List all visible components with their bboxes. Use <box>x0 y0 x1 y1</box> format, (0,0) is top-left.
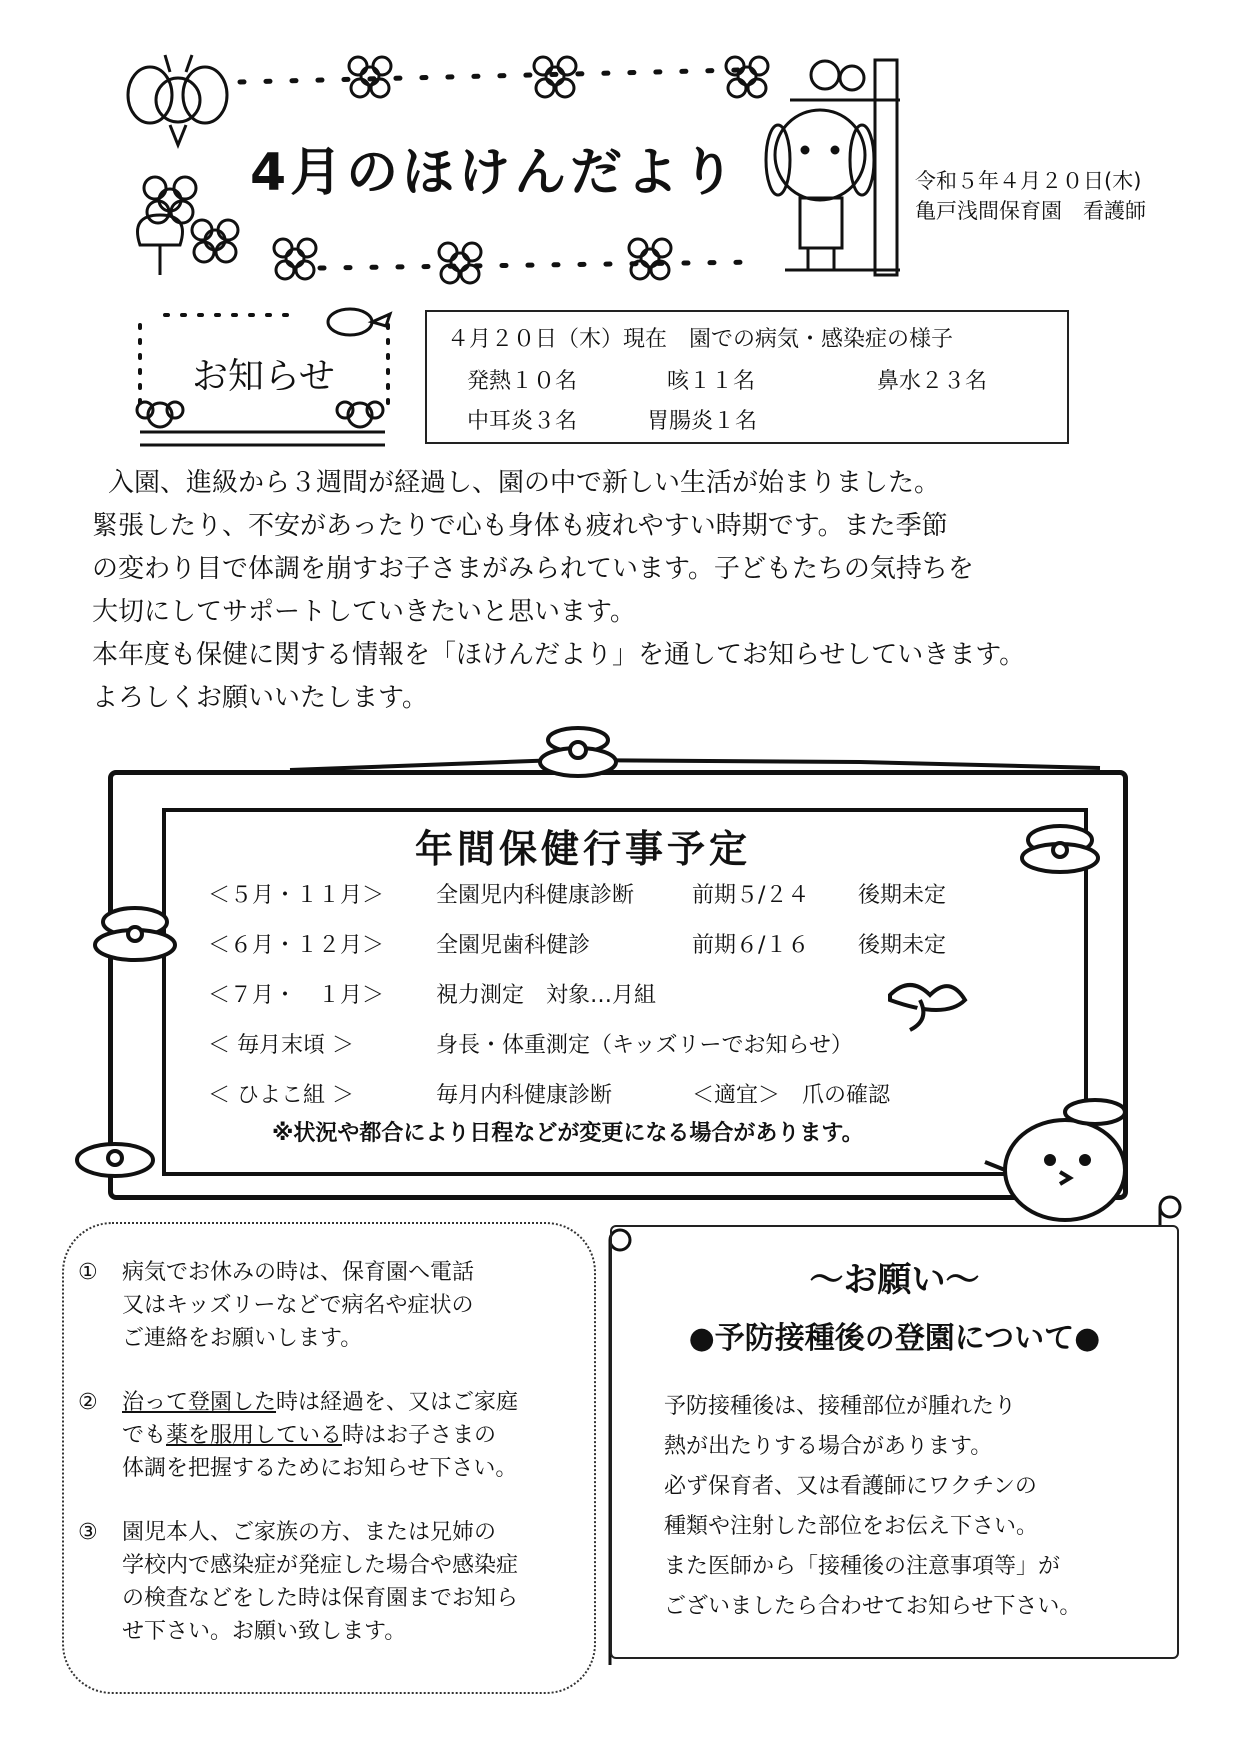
item-line: でも薬を服用している時はお子さまの <box>122 1423 497 1448</box>
schedule-what: 毎月内科健康診断 <box>436 1083 613 1108</box>
schedule-first-term: 前期６/１６ <box>692 933 810 958</box>
request-item <box>78 1516 598 1656</box>
child-height-chart-icon <box>766 60 900 275</box>
item-line: 体調を把握するためにお知らせ下さい。 <box>122 1456 518 1481</box>
bird-icon <box>328 309 390 335</box>
onegai-line: 種類や注射した部位をお伝え下さい。 <box>664 1514 1039 1539</box>
schedule-first-term: 前期５/２４ <box>692 883 810 908</box>
schedule-note: ※状況や都合により日程などが変更になる場合があります。 <box>272 1121 864 1146</box>
item-number: ② <box>78 1390 98 1415</box>
intro-line: の変わり目で体調を崩すお子さまがみられています。子どもたちの気持ちを <box>92 554 974 584</box>
illness-notice-box <box>425 310 1069 444</box>
schedule-when: ＜５月・１１月＞ <box>208 883 385 908</box>
schedule-when: ＜７月・ １月＞ <box>208 983 385 1008</box>
issue-date: 令和５年４月２０日(木) <box>915 169 1142 193</box>
schedule-what: 全園児歯科健診 <box>436 933 591 958</box>
item-line: の検査などをした時は保育園までお知ら <box>122 1586 519 1611</box>
onegai-scroll-box <box>610 1225 1179 1659</box>
intro-line: 本年度も保健に関する情報を「ほけんだより」を通してお知らせしていきます。 <box>92 640 1026 670</box>
item-line: 病気でお休みの時は、保育園へ電話 <box>122 1260 475 1285</box>
onegai-line: 熱が出たりする場合があります。 <box>664 1434 993 1459</box>
schedule-what: 視力測定 対象…月組 <box>436 983 657 1008</box>
author: 亀戸浅間保育園 看護師 <box>915 199 1146 223</box>
item-line: ご連絡をお願いします。 <box>122 1326 363 1351</box>
schedule-row <box>208 878 384 909</box>
onegai-body <box>664 1387 1164 1627</box>
onegai-line: 予防接種後は、接種部位が腫れたり <box>664 1394 1017 1419</box>
notice-heading: ４月２０日（木）現在 園での病気・感染症の様子 <box>447 327 954 352</box>
schedule-when: ＜ ひよこ組 ＞ <box>208 1083 354 1108</box>
item-number: ① <box>78 1260 98 1285</box>
schedule-second-term: 後期未定 <box>858 883 947 908</box>
item-line: 又はキッズリーなどで病名や症状の <box>122 1293 474 1318</box>
intro-line: よろしくお願いいたします。 <box>92 683 428 713</box>
flower-row-icon <box>137 402 385 445</box>
item-line: 園児本人、ご家族の方、または兄姉の <box>122 1520 497 1545</box>
onegai-title: ～お願い～ <box>809 1260 980 1300</box>
onegai-line: 必ず保育者、又は看護師にワクチンの <box>664 1474 1037 1499</box>
request-item <box>78 1386 598 1496</box>
stat-gastroenteritis: 胃腸炎１名 <box>647 409 758 434</box>
underlined-phrase: 治って登園した <box>122 1390 277 1415</box>
schedule-extra: ＜適宜＞ 爪の確認 <box>692 1083 891 1108</box>
stat-otitis: 中耳炎３名 <box>467 409 578 434</box>
schedule-when: ＜６月・１２月＞ <box>208 933 385 958</box>
intro-line: 入園、進級から３週間が経過し、園の中で新しい生活が始まりました。 <box>108 468 941 498</box>
onegai-line: ございましたら合わせてお知らせ下さい。 <box>664 1594 1082 1619</box>
page-title: 4月のほけんだより <box>250 143 739 203</box>
stat-runny-nose: 鼻水２３名 <box>877 369 988 394</box>
schedule-what: 身長・体重測定（キッズリーでお知らせ） <box>436 1033 853 1058</box>
item-line: 学校内で感染症が発症した場合や感染症 <box>122 1553 519 1578</box>
intro-paragraph <box>92 462 1202 720</box>
date-author-block <box>915 166 1146 226</box>
onegai-subtitle: ●予防接種後の登園について● <box>688 1321 1101 1356</box>
requests-box <box>62 1222 596 1694</box>
request-item <box>78 1256 598 1366</box>
item-number: ③ <box>78 1520 98 1545</box>
schedule-title: 年間保健行事予定 <box>415 827 752 871</box>
stat-fever: 発熱１０名 <box>467 369 578 394</box>
underlined-phrase: 薬を服用している <box>166 1423 343 1448</box>
intro-line: 大切にしてサポートしていきたいと思います。 <box>92 597 636 627</box>
schedule-when: ＜ 毎月末頃 ＞ <box>208 1033 354 1058</box>
schedule-what: 全園児内科健康診断 <box>436 883 635 908</box>
item-line: 治って登園した時は経過を、又はご家庭 <box>122 1390 519 1415</box>
item-line: せ下さい。お願い致します。 <box>122 1619 407 1644</box>
stat-cough: 咳１１名 <box>667 369 756 394</box>
notice-label: お知らせ <box>192 356 335 397</box>
intro-line: 緊張したり、不安があったりで心も身体も疲れやすい時期です。また季節 <box>92 511 948 541</box>
onegai-line: また医師から「接種後の注意事項等」が <box>664 1554 1061 1579</box>
bee-icon <box>128 55 227 145</box>
schedule-second-term: 後期未定 <box>858 933 947 958</box>
